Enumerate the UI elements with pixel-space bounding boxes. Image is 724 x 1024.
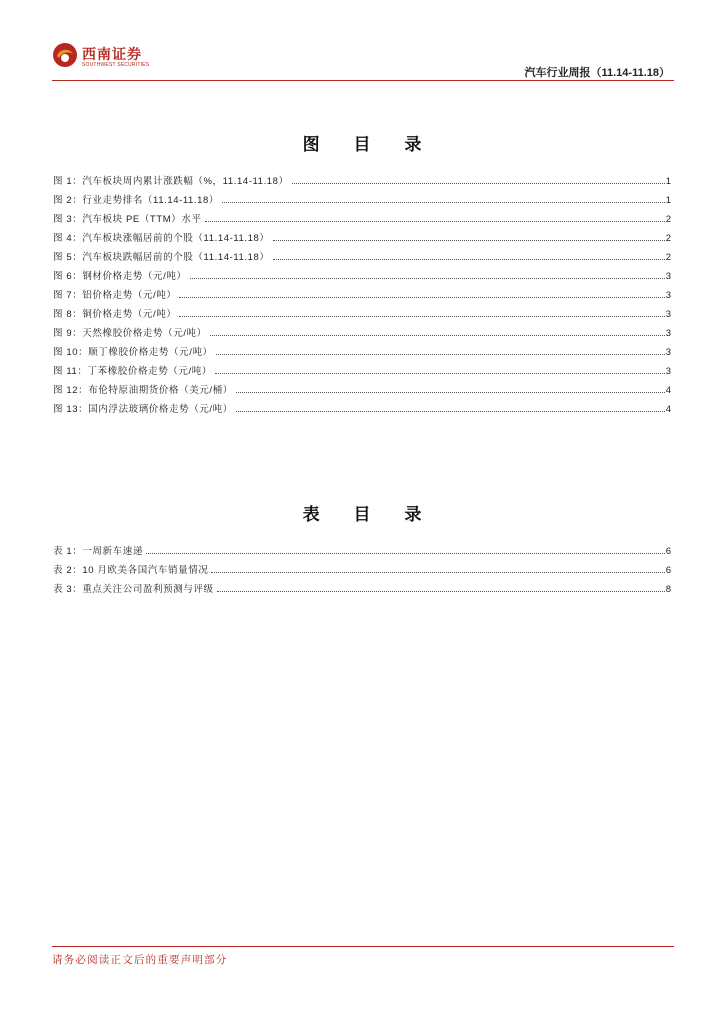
header-divider (52, 80, 674, 81)
figure-toc-title: 图 目 录 (302, 135, 436, 155)
dot-leader (146, 552, 665, 554)
toc-entry-label: 图 10：顺丁橡胶价格走势（元/吨） (53, 347, 213, 358)
toc-entry-label: 表 2：10 月欧美各国汽车销量情况 (53, 565, 209, 576)
dot-leader (236, 410, 665, 412)
dot-leader (179, 315, 664, 317)
toc-entry-label: 表 3：重点关注公司盈利预测与评级 (53, 584, 214, 595)
dot-leader (210, 334, 665, 336)
report-title: 汽车行业周报（11.14-11.18） (524, 67, 670, 79)
toc-entry-page-number: 2 (665, 252, 671, 263)
toc-entry-label: 图 12：布伦特原油期货价格（美元/桶） (53, 385, 233, 396)
toc-entry-page-number: 2 (665, 233, 671, 244)
logo-emblem-icon (52, 42, 78, 68)
dot-leader (292, 182, 665, 184)
toc-entry[interactable] (53, 187, 671, 206)
toc-entry-label: 图 6：钢材价格走势（元/吨） (53, 271, 187, 282)
toc-entry-page-number: 3 (665, 290, 671, 301)
toc-entry-page-number: 8 (665, 584, 671, 595)
dot-leader (205, 220, 665, 222)
toc-entry-page-number: 6 (665, 565, 671, 576)
toc-entry[interactable] (53, 168, 671, 187)
toc-entry-label: 图 2：行业走势排名（11.14-11.18） (53, 195, 220, 206)
figure-toc-list (53, 168, 671, 415)
toc-entry-label: 图 11：丁苯橡胶价格走势（元/吨） (53, 366, 212, 377)
dot-leader (211, 571, 664, 573)
dot-leader (215, 372, 665, 374)
page-header (52, 40, 674, 82)
toc-entry-label: 图 9：天然橡胶价格走势（元/吨） (53, 328, 207, 339)
toc-entry-page-number: 3 (665, 309, 671, 320)
toc-entry[interactable] (53, 320, 671, 339)
toc-entry[interactable] (53, 301, 671, 320)
toc-entry-page-number: 4 (665, 385, 671, 396)
toc-entry[interactable] (53, 538, 671, 557)
toc-entry-page-number: 1 (665, 176, 671, 187)
toc-entry-page-number: 2 (665, 214, 671, 225)
logo-english-name: SOUTHWEST SECURITIES (82, 62, 150, 68)
toc-entry-page-number: 3 (665, 366, 671, 377)
toc-entry-label: 图 13：国内浮法玻璃价格走势（元/吨） (53, 404, 233, 415)
toc-entry-label: 图 1：汽车板块周内累计涨跌幅（%，11.14-11.18） (53, 176, 289, 187)
toc-entry-page-number: 4 (665, 404, 671, 415)
toc-entry-label: 图 4：汽车板块涨幅居前的个股（11.14-11.18） (53, 233, 270, 244)
toc-entry[interactable] (53, 557, 671, 576)
toc-entry-page-number: 1 (665, 195, 671, 206)
table-toc-title: 表 目 录 (302, 505, 436, 525)
toc-entry-page-number: 3 (665, 271, 671, 282)
toc-entry-page-number: 3 (665, 328, 671, 339)
dot-leader (273, 258, 665, 260)
dot-leader (236, 391, 665, 393)
disclaimer-note: 请务必阅读正文后的重要声明部分 (52, 954, 228, 966)
toc-entry[interactable] (53, 282, 671, 301)
toc-entry[interactable] (53, 339, 671, 358)
toc-entry[interactable] (53, 396, 671, 415)
dot-leader (190, 277, 665, 279)
toc-entry[interactable] (53, 358, 671, 377)
dot-leader (273, 239, 665, 241)
toc-entry-page-number: 3 (665, 347, 671, 358)
toc-entry-label: 图 5：汽车板块跌幅居前的个股（11.14-11.18） (53, 252, 270, 263)
toc-entry[interactable] (53, 263, 671, 282)
toc-entry[interactable] (53, 576, 671, 595)
footer-divider (52, 946, 674, 947)
toc-entry[interactable] (53, 225, 671, 244)
company-logo (52, 40, 162, 76)
dot-leader (179, 296, 664, 298)
toc-entry-label: 图 7：铝价格走势（元/吨） (53, 290, 177, 301)
toc-entry[interactable] (53, 244, 671, 263)
dot-leader (222, 201, 665, 203)
table-toc-list (53, 538, 671, 595)
toc-entry-label: 图 3：汽车板块 PE（TTM）水平 (53, 214, 202, 225)
logo-chinese-name: 西南证券 (82, 47, 142, 63)
dot-leader (216, 353, 665, 355)
toc-entry[interactable] (53, 377, 671, 396)
dot-leader (217, 590, 665, 592)
toc-entry-label: 表 1：一周新车速递 (53, 546, 143, 557)
toc-entry-page-number: 6 (665, 546, 671, 557)
toc-entry-label: 图 8：铜价格走势（元/吨） (53, 309, 177, 320)
toc-entry[interactable] (53, 206, 671, 225)
